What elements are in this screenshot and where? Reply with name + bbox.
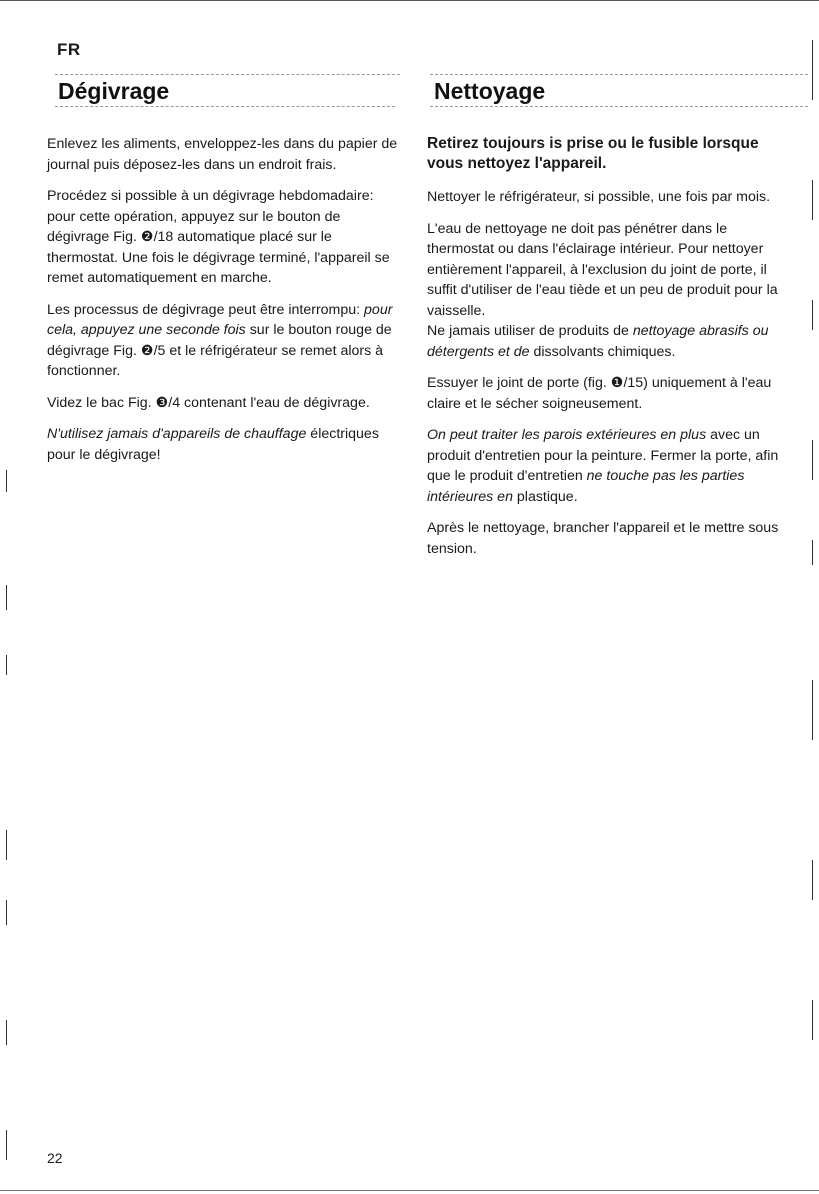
section-title-nettoyage: Nettoyage [434, 78, 546, 104]
scan-mark [812, 300, 813, 330]
scan-mark [812, 1000, 813, 1040]
warning-lead: Retirez toujours is prise ou le fusible lorsque vous nettoyez l'appareil. [427, 135, 759, 172]
scan-mark [812, 860, 813, 900]
paragraph: Après le nettoyage, brancher l'appareil et le mettre sous tension. [427, 520, 779, 557]
paragraph: Nettoyer le réfrigérateur, si possible, une fois par mois. [427, 189, 771, 205]
page-number: 22 [47, 1150, 63, 1166]
paragraph: On peut traiter les parois extérieures en plus avec un produit d'entretien pour la peinture. Fermer la porte, afin que le produit d'entretien ne touche pas les parties intérieures en plastique. [427, 427, 779, 505]
scan-mark [812, 180, 813, 220]
bottom-rule [0, 1190, 819, 1191]
right-title-rule-top [430, 74, 808, 75]
section-title-degivrage: Dégivrage [58, 78, 170, 104]
paragraph: Enlevez les aliments, enveloppez-les dans du papier de journal puis déposez-les dans un endroit frais. [47, 136, 398, 173]
paragraph: L'eau de nettoyage ne doit pas pénétrer dans le thermostat ou dans l'éclairage intérieur. Pour nettoyer entièrement l'appareil, à l'exclusion du joint de porte, il suffit d'utiliser de l'eau tiède et un peu de produit pour la vaisselle. Ne jamais utiliser de produits de nettoyage abrasifs ou détergents et de dissolvants chimiques. [427, 220, 778, 360]
paragraph: Les processus de dégivrage peut être interrompu: pour cela, appuyez une seconde fois sur le bouton rouge de dégivrage Fig. ❷/5 et le réfrigérateur se remet alors à fonctionner. [47, 301, 393, 379]
top-rule [0, 0, 819, 3]
scan-mark [6, 830, 7, 860]
scan-mark [812, 680, 813, 740]
scan-mark [6, 470, 7, 492]
paragraph: Videz le bac Fig. ❸/4 contenant l'eau de dégivrage. [47, 394, 370, 411]
scan-mark [6, 655, 7, 675]
right-column [427, 134, 782, 570]
left-title-rule-bottom [55, 106, 395, 107]
scan-mark [812, 440, 813, 480]
scan-mark [812, 40, 813, 100]
paragraph: Procédez si possible à un dégivrage hebdomadaire: pour cette opération, appuyez sur le bouton de dégivrage Fig. ❷/18 automatique placé sur le thermostat. Une fois le dégivrage terminé, l'appareil se remet automatiquement en marche. [47, 188, 390, 286]
right-title-rule-bottom [430, 106, 808, 107]
paragraph: N'utilisez jamais d'appareils de chauffage électriques pour le dégivrage! [47, 426, 379, 463]
left-column [47, 134, 399, 476]
left-title-rule-top [55, 74, 400, 75]
scan-mark [812, 540, 813, 565]
paragraph: Essuyer le joint de porte (fig. ❶/15) uniquement à l'eau claire et le sécher soigneusement. [427, 375, 772, 412]
scan-mark [6, 585, 7, 610]
scan-mark [6, 1130, 7, 1160]
language-label: FR [57, 40, 81, 59]
scan-mark [6, 900, 7, 925]
scan-mark [6, 1020, 7, 1045]
